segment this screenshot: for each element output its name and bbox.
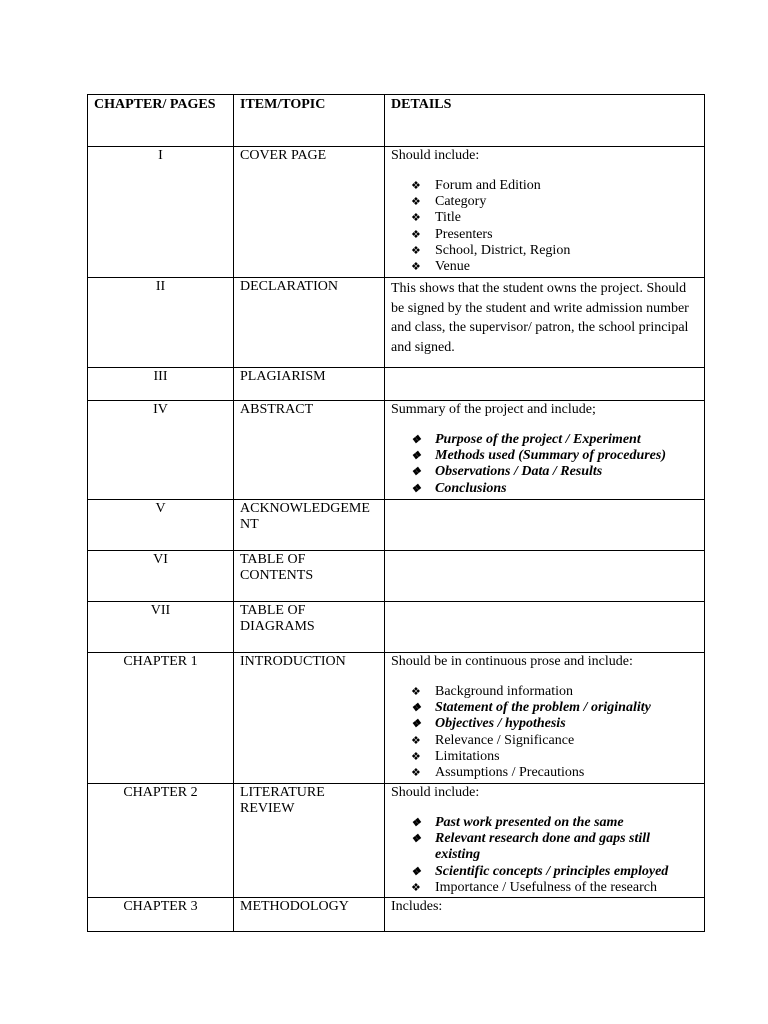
details-cell — [385, 368, 705, 401]
details-cell — [385, 401, 705, 500]
list-item: ❖ Assumptions / Precautions — [411, 765, 698, 781]
bullet-list — [391, 815, 698, 896]
details-cell — [385, 653, 705, 784]
list-item: ❖ Relevance / Significance — [411, 733, 698, 749]
topic-cell: COVER PAGE — [234, 147, 385, 278]
table-row — [88, 368, 705, 401]
project-structure-table — [87, 94, 705, 932]
list-item: ❖ Methods used (Summary of procedures) — [411, 448, 698, 464]
list-item: ❖ Background information — [411, 684, 698, 700]
chapter-cell: VI — [88, 551, 234, 602]
list-item: ❖ Observations / Data / Results — [411, 464, 698, 480]
details-intro: Should be in continuous prose and include: — [391, 654, 633, 669]
table-row — [88, 653, 705, 784]
table-row — [88, 401, 705, 500]
list-item: ❖ School, District, Region — [411, 243, 698, 259]
list-item: ❖ Limitations — [411, 749, 698, 765]
bullet-list — [391, 432, 698, 497]
list-item: ❖ Forum and Edition — [411, 178, 698, 194]
list-item: ❖ Importance / Usefulness of the research — [411, 880, 698, 896]
chapter-cell: II — [88, 278, 234, 368]
header-details: DETAILS — [385, 95, 705, 147]
table-row — [88, 784, 705, 898]
topic-cell: TABLE OF DIAGRAMS — [234, 602, 385, 653]
chapter-cell: IV — [88, 401, 234, 500]
topic-cell: ACKNOWLEDGEME NT — [234, 500, 385, 551]
chapter-cell: III — [88, 368, 234, 401]
list-item: ❖ Objectives / hypothesis — [411, 716, 698, 732]
list-item: ❖ Relevant research done and gaps still existing — [411, 831, 698, 863]
bullet-list — [391, 684, 698, 781]
bullet-list — [391, 178, 698, 275]
table-row — [88, 500, 705, 551]
list-item: ❖ Presenters — [411, 227, 698, 243]
details-intro: Includes: — [391, 899, 443, 914]
details-cell — [385, 147, 705, 278]
chapter-cell: CHAPTER 3 — [88, 898, 234, 932]
list-item: ❖ Conclusions — [411, 481, 698, 497]
list-item: ❖ Statement of the problem / originality — [411, 700, 698, 716]
topic-cell: DECLARATION — [234, 278, 385, 368]
header-item-topic: ITEM/TOPIC — [234, 95, 385, 147]
table-row — [88, 147, 705, 278]
chapter-cell: VII — [88, 602, 234, 653]
list-item: ❖ Title — [411, 210, 698, 226]
details-cell — [385, 500, 705, 551]
details-cell — [385, 551, 705, 602]
topic-cell: INTRODUCTION — [234, 653, 385, 784]
chapter-cell: CHAPTER 2 — [88, 784, 234, 898]
topic-cell: PLAGIARISM — [234, 368, 385, 401]
topic-cell: TABLE OF CONTENTS — [234, 551, 385, 602]
topic-cell: METHODOLOGY — [234, 898, 385, 932]
details-cell — [385, 898, 705, 932]
topic-cell: ABSTRACT — [234, 401, 385, 500]
list-item: ❖ Venue — [411, 259, 698, 275]
list-item: ❖ Category — [411, 194, 698, 210]
chapter-cell: I — [88, 147, 234, 278]
table-row — [88, 278, 705, 368]
table-row — [88, 898, 705, 932]
details-cell — [385, 602, 705, 653]
chapter-cell: V — [88, 500, 234, 551]
list-item: ❖ Purpose of the project / Experiment — [411, 432, 698, 448]
details-cell — [385, 278, 705, 368]
header-chapter-pages: CHAPTER/ PAGES — [88, 95, 234, 147]
topic-cell: LITERATURE REVIEW — [234, 784, 385, 898]
details-intro: Summary of the project and include; — [391, 402, 596, 417]
chapter-cell: CHAPTER 1 — [88, 653, 234, 784]
details-cell — [385, 784, 705, 898]
table-row — [88, 551, 705, 602]
details-intro: Should include: — [391, 148, 480, 163]
table-header-row — [88, 95, 705, 147]
list-item: ❖ Scientific concepts / principles employed — [411, 864, 698, 880]
table-row — [88, 602, 705, 653]
details-intro: Should include: — [391, 785, 480, 800]
list-item: ❖ Past work presented on the same — [411, 815, 698, 831]
details-paragraph: This shows that the student owns the project. Should be signed by the student and write admission number and class, the supervisor/ patron, the school principal and signed. — [391, 281, 689, 355]
